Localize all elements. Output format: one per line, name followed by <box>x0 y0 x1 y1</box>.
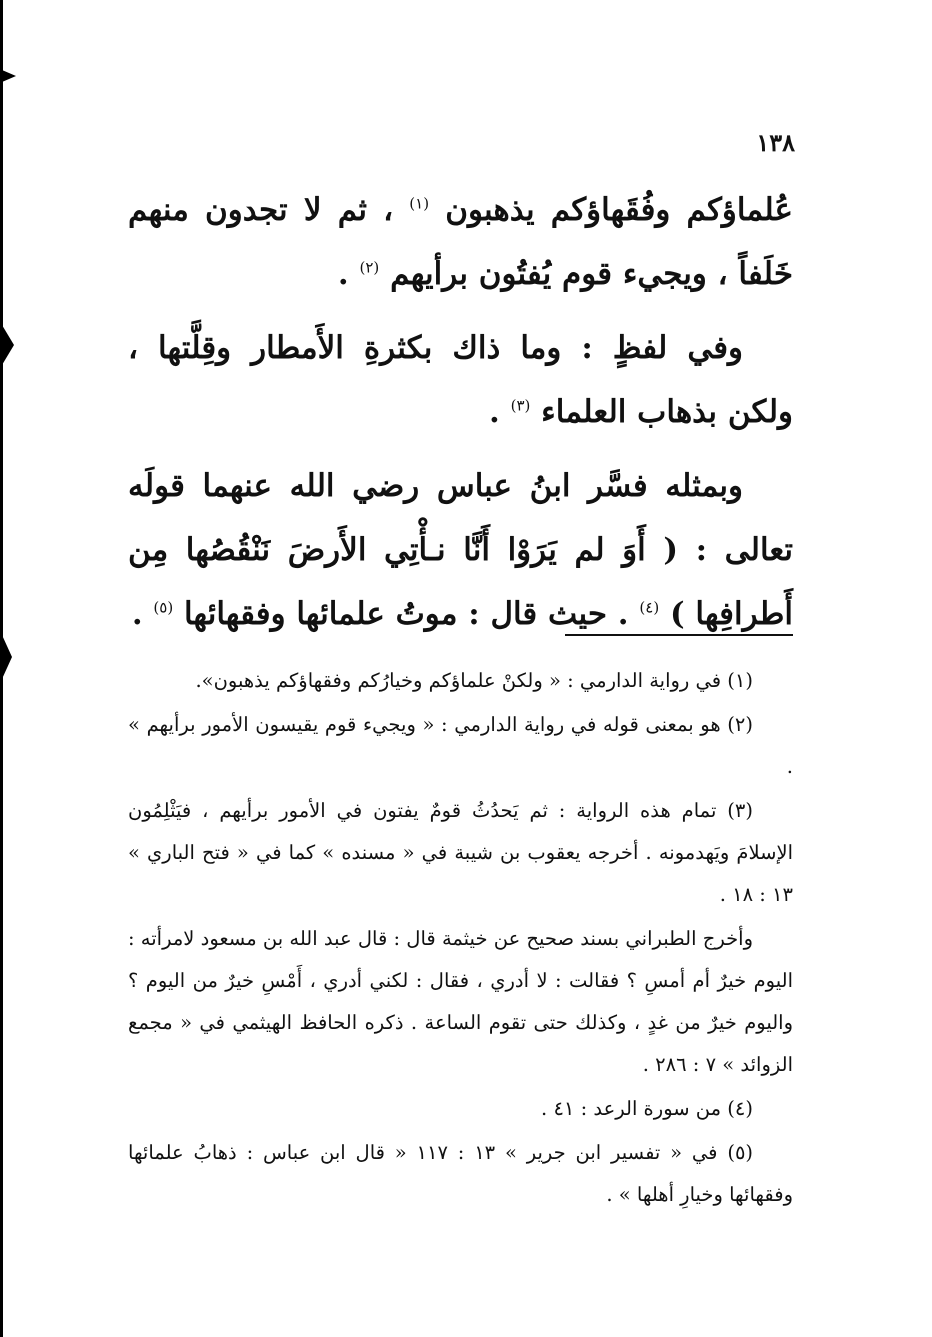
paragraph <box>128 316 793 444</box>
page-number: ١٣٨ <box>756 128 795 157</box>
paragraph <box>128 178 793 306</box>
paragraph-end: . <box>489 394 500 430</box>
paragraph-text: وبمثله فسَّر ابنُ عباس رضي الله عنهما قولَه تعالى : ( أَوَ لم يَرَوْا أَنَّا نـأْتِي الأَرضَ نَنْقُصُها مِن أَطرافِها ) <box>128 468 793 632</box>
paragraph-end: . <box>337 256 349 292</box>
footnote-separator <box>565 634 793 636</box>
paragraph-text: وفي لفظٍ : وما ذاك بكثرةِ الأَمطار وقِلَّتها ، ولكن بذهاب العلماء <box>128 330 793 430</box>
footnote: (١) في رواية الدارمي : « ولكنْ علماؤكم وخيارُكم وفقهاؤكم يذهبون». <box>195 669 753 692</box>
footnote: (٤) من سورة الرعد : ٤١ . <box>541 1097 753 1120</box>
paragraph-end: . <box>131 596 143 632</box>
footnote-ref: (٢) <box>359 258 380 277</box>
footnote: (٣) تمام هذه الرواية : ثم يَحدُثُ قومٌ يفتون في الأمور برأيهم ، فيَثْلِمُون الإسلامَ ويَهدمونه . أخرجه يعقوب بن شيبة في « مسنده » كما في « فتح الباري » ١٣ : ١٨ . <box>128 799 793 906</box>
paragraph-text: عُلماؤكم وفُقَهاؤكم يذهبون <box>445 192 794 228</box>
footnote-ref: (٤) <box>639 598 660 617</box>
scan-edge-mark <box>2 70 16 82</box>
main-text <box>128 178 793 656</box>
paragraph-text: ، ثم لا تجدون منهم خَلَفاً ، ويجيء قوم يُفتُون برأيهم <box>128 192 793 292</box>
scan-edge-mark <box>2 635 12 679</box>
footnote: (٥) في « تفسير ابن جرير » ١٣ : ١١٧ « قال ابن عباس : ذهابُ علمائها وفقهائها وخيارِ أهلها » . <box>128 1141 793 1206</box>
paragraph-text: . حيث قال : موتُ علمائها وفقهائها <box>183 596 629 632</box>
scan-edge-mark <box>2 325 14 365</box>
footnote: (٢) هو بمعنى قوله في رواية الدارمي : « ويجيء قوم يقيسون الأمور برأيهم » . <box>128 713 793 778</box>
footnote-ref: (١) <box>409 194 430 213</box>
paragraph <box>128 454 793 646</box>
footnote-ref: (٣) <box>510 396 531 415</box>
footnote-ref: (٥) <box>153 598 174 617</box>
footnotes <box>128 660 793 1218</box>
footnote: وأخرج الطبراني بسند صحيح عن خيثمة قال : قال عبد الله بن مسعود لامرأته : اليوم خيرٌ أم أمسِ ؟ فقالت : لا أدري ، فقال : لكني أدري ، أَمْسِ خيرٌ من اليوم ؟ واليوم خيرٌ من غدٍ ، وكذلك حتى تقوم الساعة . ذكره الحافظ الهيثمي في « مجمع الزوائد » ٧ : ٢٨٦ . <box>128 927 793 1076</box>
